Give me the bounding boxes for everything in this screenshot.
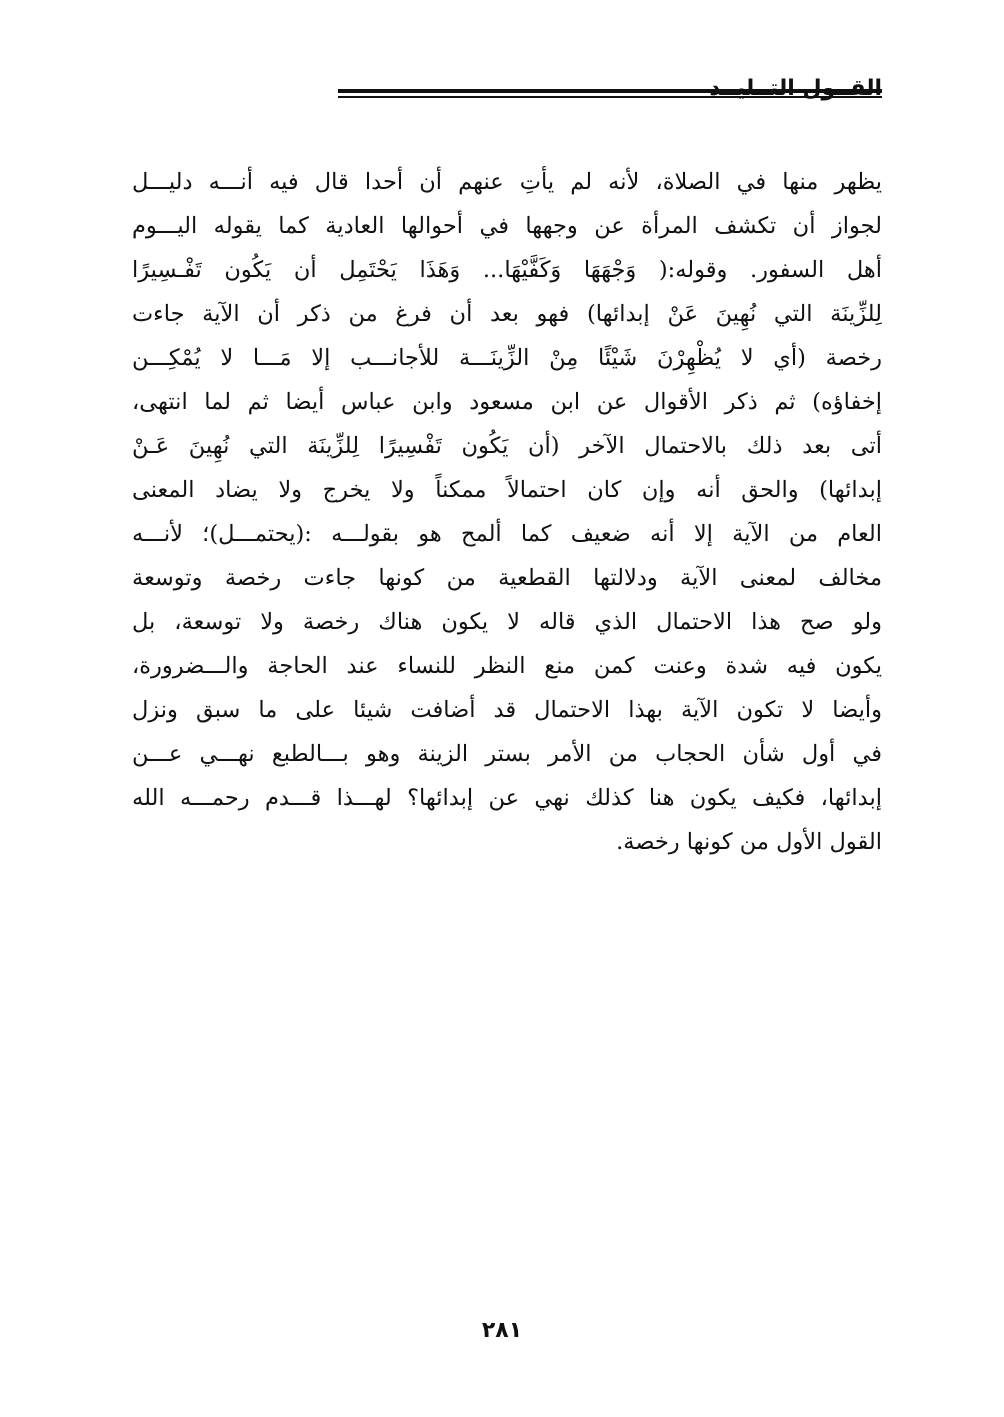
- text-line: ولو صح هذا الاحتمال الذي قاله لا يكون هناك رخصة ولا توسعة، بل: [132, 609, 882, 635]
- text-line: يظهر منها في الصلاة، لأنه لم يأتِ عنهم أن أحدا قال فيه أنـــه دليـــل: [132, 169, 882, 195]
- text-line: إخفاؤه) ثم ذكر الأقوال عن ابن مسعود وابن عباس أيضا ثم لما انتهى،: [132, 389, 882, 415]
- text-line: أهل السفور. وقوله:( وَجْهَهَا وَكَفَّيْهَا... وَهَذَا يَحْتَمِل أن يَكُون تَفْـسِيرًا: [132, 257, 882, 283]
- text-line: لِلزِّينَة التي نُهِينَ عَنْ إبدائها) فهو بعد أن فرغ من ذكر أن الآية جاءت: [132, 301, 882, 327]
- text-line: العام من الآية إلا أنه ضعيف كما ألمح هو بقولـــه :(يحتمـــل)؛ لأنـــه: [132, 521, 882, 547]
- text-line: وأيضا لا تكون الآية بهذا الاحتمال قد أضافت شيئا على ما سبق ونزل: [132, 697, 882, 723]
- text-line: مخالف لمعنى الآية ودلالتها القطعية من كونها جاءت رخصة وتوسعة: [132, 565, 882, 591]
- text-line: أتى بعد ذلك بالاحتمال الآخر (أن يَكُون تَفْسِيرًا لِلزِّينَة التي نُهِينَ عَـنْ: [132, 433, 882, 459]
- body-paragraph: [132, 160, 882, 864]
- running-header: [130, 72, 882, 108]
- text-line: في أول شأن الحجاب من الأمر بستر الزينة وهو بـــالطبع نهـــي عـــن: [132, 741, 882, 767]
- text-line: لجواز أن تكشف المرأة عن وجهها في أحوالها العادية كما يقوله اليـــوم: [132, 213, 882, 239]
- text-line-last: القول الأول من كونها رخصة.: [616, 829, 882, 855]
- text-line: رخصة (أي لا يُظْهِرْنَ شَيْئًا مِنْ الزِّينَـــة للأجانـــب إلا مَـــا لا يُمْكِـــن: [132, 345, 882, 371]
- running-header-title: القــول التــليــد: [709, 76, 882, 101]
- page-number: ٢٨١: [481, 1318, 523, 1343]
- text-line: إبدائها) والحق أنه وإن كان احتمالاً ممكناً ولا يخرج ولا يضاد المعنى: [132, 477, 882, 503]
- text-line: إبدائها، فكيف يكون هنا كذلك نهي عن إبدائها؟ لهـــذا قـــدم رحمـــه الله: [132, 785, 882, 811]
- text-line: يكون فيه شدة وعنت كمن منع النظر للنساء عند الحاجة والـــضرورة،: [132, 653, 882, 679]
